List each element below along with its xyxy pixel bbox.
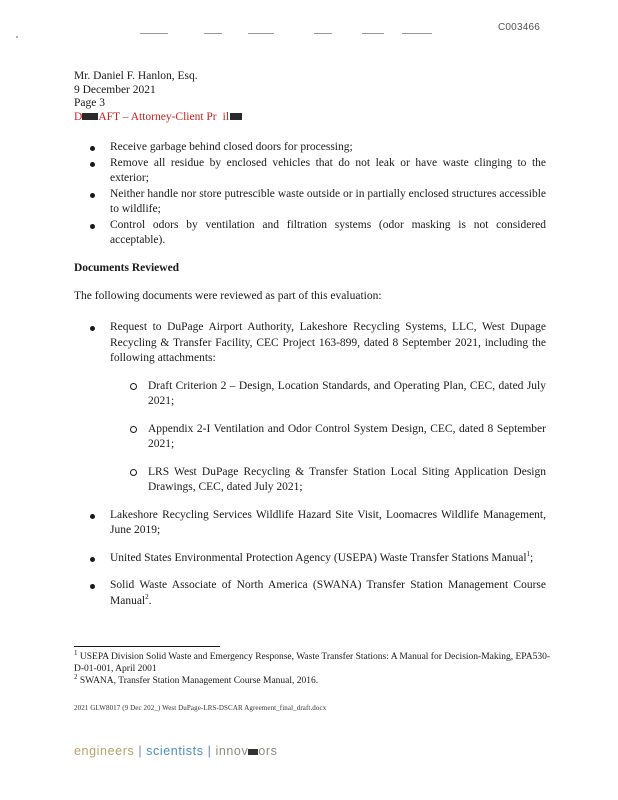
faint-header-marks: [140, 33, 440, 35]
list-item: Remove all residue by enclosed vehicles that do not leak or have waste clinging to the exterior;: [74, 156, 546, 187]
tagline-separator: |: [138, 744, 143, 758]
footnote: $^2$ SWANA, Transfer Station Management Course Manual, 2016.: [74, 672, 319, 686]
footnote-ref[interactable]: 2: [145, 592, 149, 601]
bullet-icon: [90, 193, 95, 198]
bullet-icon: [90, 146, 95, 151]
tagline-engineers: engineers: [74, 744, 135, 758]
bullet-icon: [90, 557, 95, 562]
bullet-icon: [90, 326, 95, 331]
list-item: Control odors by ventilation and filtration systems (odor masking is not considered acceptable).: [74, 218, 546, 249]
footnotes: [74, 648, 554, 687]
list-item: Receive garbage behind closed doors for processing;: [74, 140, 546, 156]
list-item: Lakeshore Recycling Services Wildlife Hazard Site Visit, Loomacres Wildlife Management, June 2019;: [74, 508, 546, 539]
company-tagline: [74, 744, 278, 758]
attachments-list: [110, 379, 546, 496]
list-item: Request to DuPage Airport Authority, Lakeshore Recycling Systems, LLC, West Dupage Recycling & Transfer Facility, CEC Project 163-899, dated 8 September 2021, including the following attachments: Draft Criterion 2 – Design, Location Standards, and Operating Plan, CEC, dated July 2021; Appendix 2-I Ventilation and Odor Control System Design, CEC, dated 8 September 2021; LRS West DuPage Recycling & Transfer Station Local Siting Application Design Drawings, CEC, dated July 2021;: [74, 320, 546, 496]
redaction-mark: [230, 113, 242, 120]
bullet-icon: [90, 162, 95, 167]
draft-prefix: D: [74, 110, 83, 123]
tagline-scientists: scientists: [146, 744, 204, 758]
letter-header-block: [74, 70, 242, 124]
tagline-innovators-end: ors: [258, 744, 278, 758]
hollow-bullet-icon: [130, 469, 137, 476]
letter-date: 9 December 2021: [74, 83, 156, 96]
footnote-divider: [74, 646, 220, 647]
draft-privilege-notice: [74, 111, 242, 125]
documents-reviewed-list: [74, 320, 546, 621]
hollow-bullet-icon: [130, 383, 137, 390]
bullet-icon: [90, 584, 95, 589]
draft-suffix: il: [222, 110, 230, 123]
footnote: $^1$ USEPA Division Solid Waste and Emergency Response, Waste Transfer Stations: A Manual for Decision-Making, EPA530-D-01-001, April 2001: [74, 648, 550, 674]
document-file-path: 2021 GLW8017 (9 Dec 202_) West DuPage-LRS-DSCAR Agreement_final_draft.docx: [74, 704, 327, 712]
list-item: United States Environmental Protection Agency (USEPA) Waste Transfer Stations Manual$^1$;: [74, 551, 546, 567]
scan-speck: [16, 36, 18, 38]
attachment-item: Appendix 2-I Ventilation and Odor Control System Design, CEC, dated 8 September 2021;: [110, 422, 546, 453]
section-intro: The following documents were reviewed as part of this evaluation:: [74, 290, 382, 302]
recipient-name: Mr. Daniel F. Hanlon, Esq.: [74, 70, 198, 82]
attachment-item: LRS West DuPage Recycling & Transfer Station Local Siting Application Design Drawings, CEC, dated July 2021;: [110, 465, 546, 496]
bullet-icon: [90, 514, 95, 519]
page-number: Page 3: [74, 97, 105, 109]
attachment-item: Draft Criterion 2 – Design, Location Standards, and Operating Plan, CEC, dated July 2021;: [110, 379, 546, 410]
footnote-ref[interactable]: 1: [526, 549, 531, 558]
hollow-bullet-icon: [130, 426, 137, 433]
tagline-innovators: innov: [215, 744, 249, 758]
tagline-separator: |: [207, 744, 212, 758]
draft-middle: AFT – Attorney-Client Pr: [98, 110, 217, 123]
list-item: Solid Waste Associate of North America (SWANA) Transfer Station Management Course Manual$^2$.: [74, 578, 546, 609]
section-heading: Documents Reviewed: [74, 262, 180, 274]
redaction-mark: [248, 749, 258, 755]
document-id: C003466: [498, 22, 540, 33]
bullet-icon: [90, 224, 95, 229]
list-item: Neither handle nor store putrescible waste outside or in partially enclosed structures accessible to wildlife;: [74, 187, 546, 218]
facility-requirements-list: [74, 140, 546, 249]
redaction-mark: [82, 113, 98, 120]
